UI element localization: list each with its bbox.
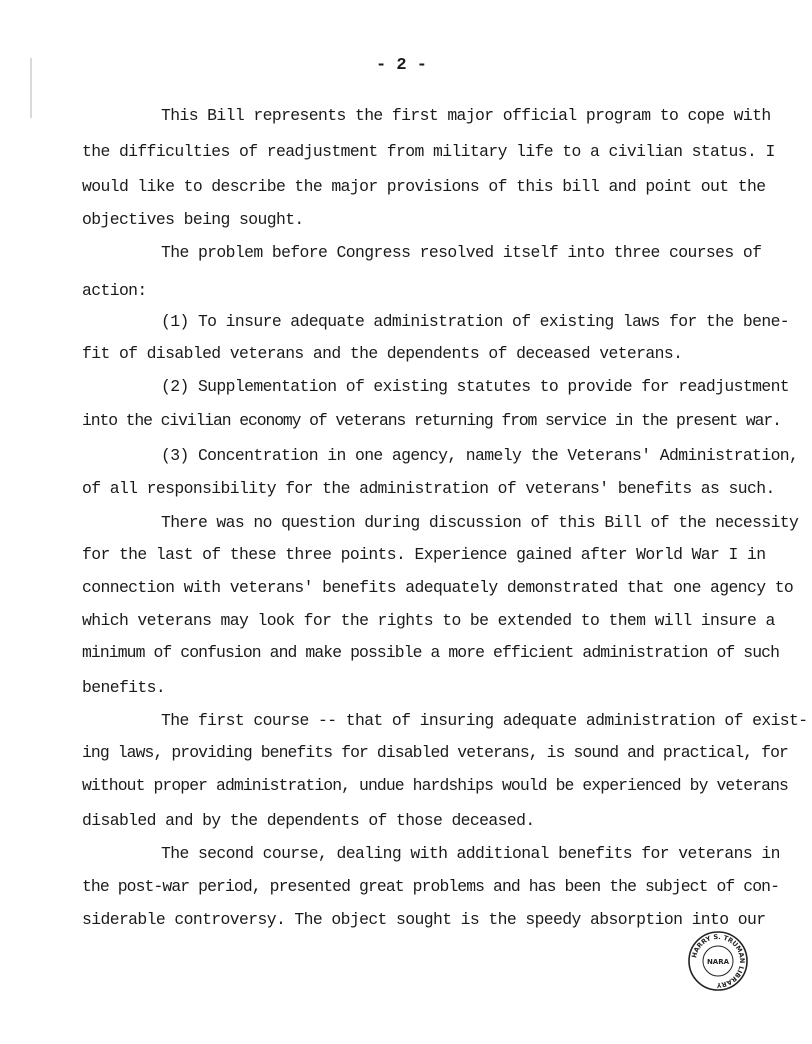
text-line: (2) Supplementation of existing statutes to provide for readjustment xyxy=(161,377,790,396)
text-line: The first course -- that of insuring adequate administration of exist- xyxy=(161,711,808,730)
seal-inner-text: NARA xyxy=(706,958,730,966)
text-line: the difficulties of readjustment from military life to a civilian status. I xyxy=(82,142,775,161)
text-line: ing laws, providing benefits for disabled veterans, is sound and practical, for xyxy=(82,743,788,762)
text-line: the post-war period, presented great problems and has been the subject of con- xyxy=(82,877,780,896)
text-line: siderable controversy. The object sought is the speedy absorption into our xyxy=(82,910,766,929)
text-line: (3) Concentration in one agency, namely the Veterans' Administration, xyxy=(161,446,799,465)
text-line: The problem before Congress resolved itself into three courses of xyxy=(161,243,762,262)
seal-outer-text: HARRY S. TRUMAN LIBRARY xyxy=(690,932,747,990)
library-seal-stamp xyxy=(687,930,749,992)
text-line: benefits. xyxy=(82,678,166,697)
text-line: The second course, dealing with additional benefits for veterans in xyxy=(161,844,780,863)
text-line: (1) To insure adequate administration of existing laws for the bene- xyxy=(161,312,790,331)
text-line: There was no question during discussion of this Bill of the necessity xyxy=(161,513,799,532)
text-line: This Bill represents the first major official program to cope with xyxy=(161,106,771,125)
text-line: would like to describe the major provisions of this bill and point out the xyxy=(82,177,766,196)
text-line: for the last of these three points. Experience gained after World War I in xyxy=(82,545,766,564)
text-line: into the civilian economy of veterans returning from service in the present war. xyxy=(82,411,781,430)
text-line: objectives being sought. xyxy=(82,210,304,229)
text-line: fit of disabled veterans and the dependents of deceased veterans. xyxy=(82,344,683,363)
text-line: minimum of confusion and make possible a more efficient administration of such xyxy=(82,643,780,662)
text-line: of all responsibility for the administration of veterans' benefits as such. xyxy=(82,479,775,498)
margin-mark xyxy=(30,58,32,118)
page-number: - 2 - xyxy=(376,56,428,75)
text-line: disabled and by the dependents of those deceased. xyxy=(82,811,535,830)
text-line: which veterans may look for the rights to be extended to them will insure a xyxy=(82,611,775,630)
text-line: action: xyxy=(82,281,147,300)
text-line: without proper administration, undue hardships would be experienced by veterans xyxy=(82,776,788,795)
text-line: connection with veterans' benefits adequately demonstrated that one agency to xyxy=(82,578,794,597)
